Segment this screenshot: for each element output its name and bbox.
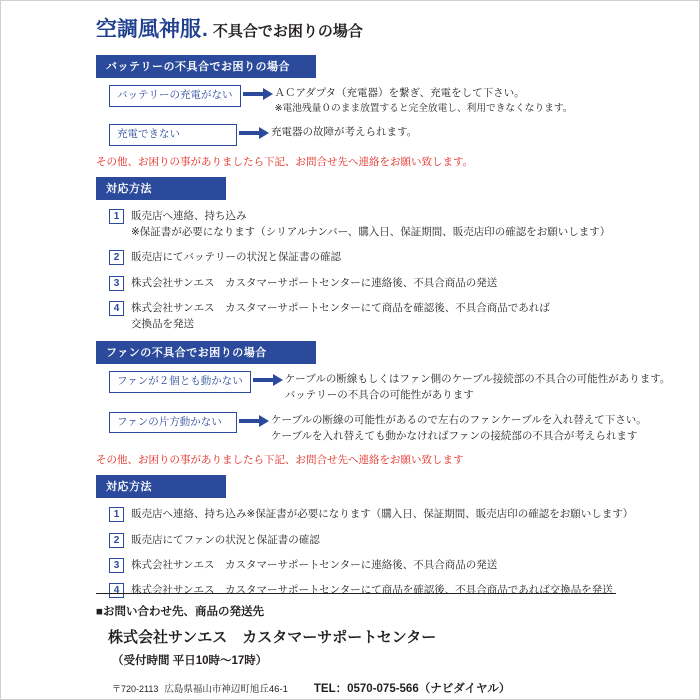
list-item xyxy=(109,557,699,573)
brand-title: 空調風神服 xyxy=(96,18,201,41)
right-arrow-icon xyxy=(237,412,271,427)
step-text xyxy=(131,532,320,548)
step-number: 1 xyxy=(109,507,124,522)
symptom-description-line: バッテリーの不具合の可能性があります xyxy=(284,389,474,402)
symptom-chip: ファンが２個とも動かない xyxy=(109,371,251,393)
symptom-chip: 充電できない xyxy=(109,124,237,146)
fan-actions-steps xyxy=(1,506,699,598)
fan-red-note: その他、お困りの事がありましたら下記、お問合せ先へ連絡をお願い致します xyxy=(96,454,464,467)
step-text-line: 販売店へ連絡、持ち込み※保証書が必要になります（購入日、保証期間、販売店印の確認をお願いします） xyxy=(131,508,634,521)
step-text xyxy=(131,208,610,241)
list-item xyxy=(109,300,699,333)
step-text xyxy=(131,506,633,522)
battery-actions-steps xyxy=(1,208,699,333)
step-text-line: 販売店へ連絡、持ち込み xyxy=(131,209,247,222)
step-text-line: 株式会社サンエス カスタマーサポートセンターに連絡後、不具合商品の発送 xyxy=(131,558,498,571)
list-item xyxy=(109,532,699,548)
step-number: 1 xyxy=(109,209,124,224)
list-item xyxy=(109,371,699,404)
contact-title: ■お問い合わせ先、商品の発送先 xyxy=(96,606,264,618)
symptom-description-line: ケーブルの断線もしくはファン側のケーブル接続部の不具合の可能性があります。 xyxy=(284,373,671,386)
symptom-description xyxy=(275,85,573,116)
symptom-description xyxy=(285,371,671,404)
step-number: 3 xyxy=(109,558,124,573)
step-number: 2 xyxy=(109,533,124,548)
battery-actions-bar-label: 対応方法 xyxy=(96,177,226,200)
step-text-line: 株式会社サンエス カスタマーサポートセンターにて商品を確認後、不具合商品であれば xyxy=(131,301,550,314)
battery-symptom-list xyxy=(1,85,699,146)
fan-actions-header xyxy=(1,475,699,498)
battery-actions-header xyxy=(1,177,699,200)
fan-section-header xyxy=(1,341,699,364)
list-item xyxy=(109,275,699,291)
step-number: 4 xyxy=(109,301,124,316)
list-item xyxy=(109,124,699,146)
symptom-description-note: ※電池残量０のまま放置すると完全放電し、利用できなくなります。 xyxy=(274,102,573,114)
list-item xyxy=(109,208,699,241)
symptom-description-line: ＡＣアダプタ（充電器）を繋ぎ、充電をして下さい。 xyxy=(274,87,525,99)
symptom-description xyxy=(271,412,647,445)
list-item xyxy=(109,506,699,522)
step-text-line: ※保証書が必要になります（シリアルナンバー、購入日、保証期間、販売店印の確認をお願いします） xyxy=(131,226,611,239)
right-arrow-icon xyxy=(241,85,275,100)
step-text-line: 販売店にてファンの状況と保証書の確認 xyxy=(131,533,320,546)
symptom-description-line: ケーブルの断線の可能性があるので左右のファンケーブルを入れ替えて下さい。 xyxy=(271,413,647,426)
right-arrow-icon xyxy=(251,371,285,386)
contact-hours: （受付時間 平日10時～17時） xyxy=(112,655,268,667)
symptom-chip: ファンの片方動かない xyxy=(109,412,237,434)
contact-box xyxy=(96,593,616,696)
step-number: 3 xyxy=(109,276,124,291)
contact-company: 株式会社サンエス カスタマーサポートセンター xyxy=(108,629,437,646)
symptom-description-line: 充電器の故障が考えられます。 xyxy=(271,126,418,139)
page-header xyxy=(1,1,699,47)
step-text xyxy=(131,557,497,573)
brand-dot: . xyxy=(202,18,208,41)
list-item xyxy=(109,412,699,445)
step-number: 4 xyxy=(109,583,124,598)
battery-red-note: その他、お困りの事がありましたら下記、お問合せ先へ連絡をお願い致します。 xyxy=(96,155,474,168)
fan-section-bar-label: ファンの不具合でお困りの場合 xyxy=(96,341,316,364)
right-arrow-icon xyxy=(237,124,271,139)
step-text-line: 株式会社サンエス カスタマーサポートセンターに連絡後、不具合商品の発送 xyxy=(131,276,498,289)
symptom-chip: バッテリーの充電がない xyxy=(109,85,241,107)
step-text-line: 販売店にてバッテリーの状況と保証書の確認 xyxy=(131,251,341,264)
contact-tel: TEL：0570-075-566（ナビダイヤル） xyxy=(313,683,511,695)
fan-symptom-list xyxy=(1,371,699,444)
list-item xyxy=(109,249,699,265)
step-text-line: 株式会社サンエス カスタマーサポートセンターにて商品を確認後、不具合商品であれば交換品を発送 xyxy=(131,584,613,597)
step-text-line: 交換品を発送 xyxy=(131,318,194,331)
symptom-description-line: ケーブルを入れ替えても動かなければファンの接続部の不具合が考えられます xyxy=(271,429,638,442)
list-item xyxy=(109,85,699,116)
contact-address-row xyxy=(96,680,616,696)
fan-actions-bar-label: 対応方法 xyxy=(96,475,226,498)
step-text xyxy=(131,300,550,333)
step-text xyxy=(131,275,497,291)
step-text xyxy=(131,249,341,265)
step-number: 2 xyxy=(109,250,124,265)
page-title: 不具合でお困りの場合 xyxy=(212,23,363,40)
contact-address: 広島県福山市神辺町旭丘46-1 xyxy=(164,684,288,695)
symptom-description xyxy=(271,124,417,141)
battery-section-header xyxy=(1,55,699,78)
contact-zip: 〒720-2113 xyxy=(112,684,159,694)
battery-section-bar-label: バッテリーの不具合でお困りの場合 xyxy=(96,55,316,78)
